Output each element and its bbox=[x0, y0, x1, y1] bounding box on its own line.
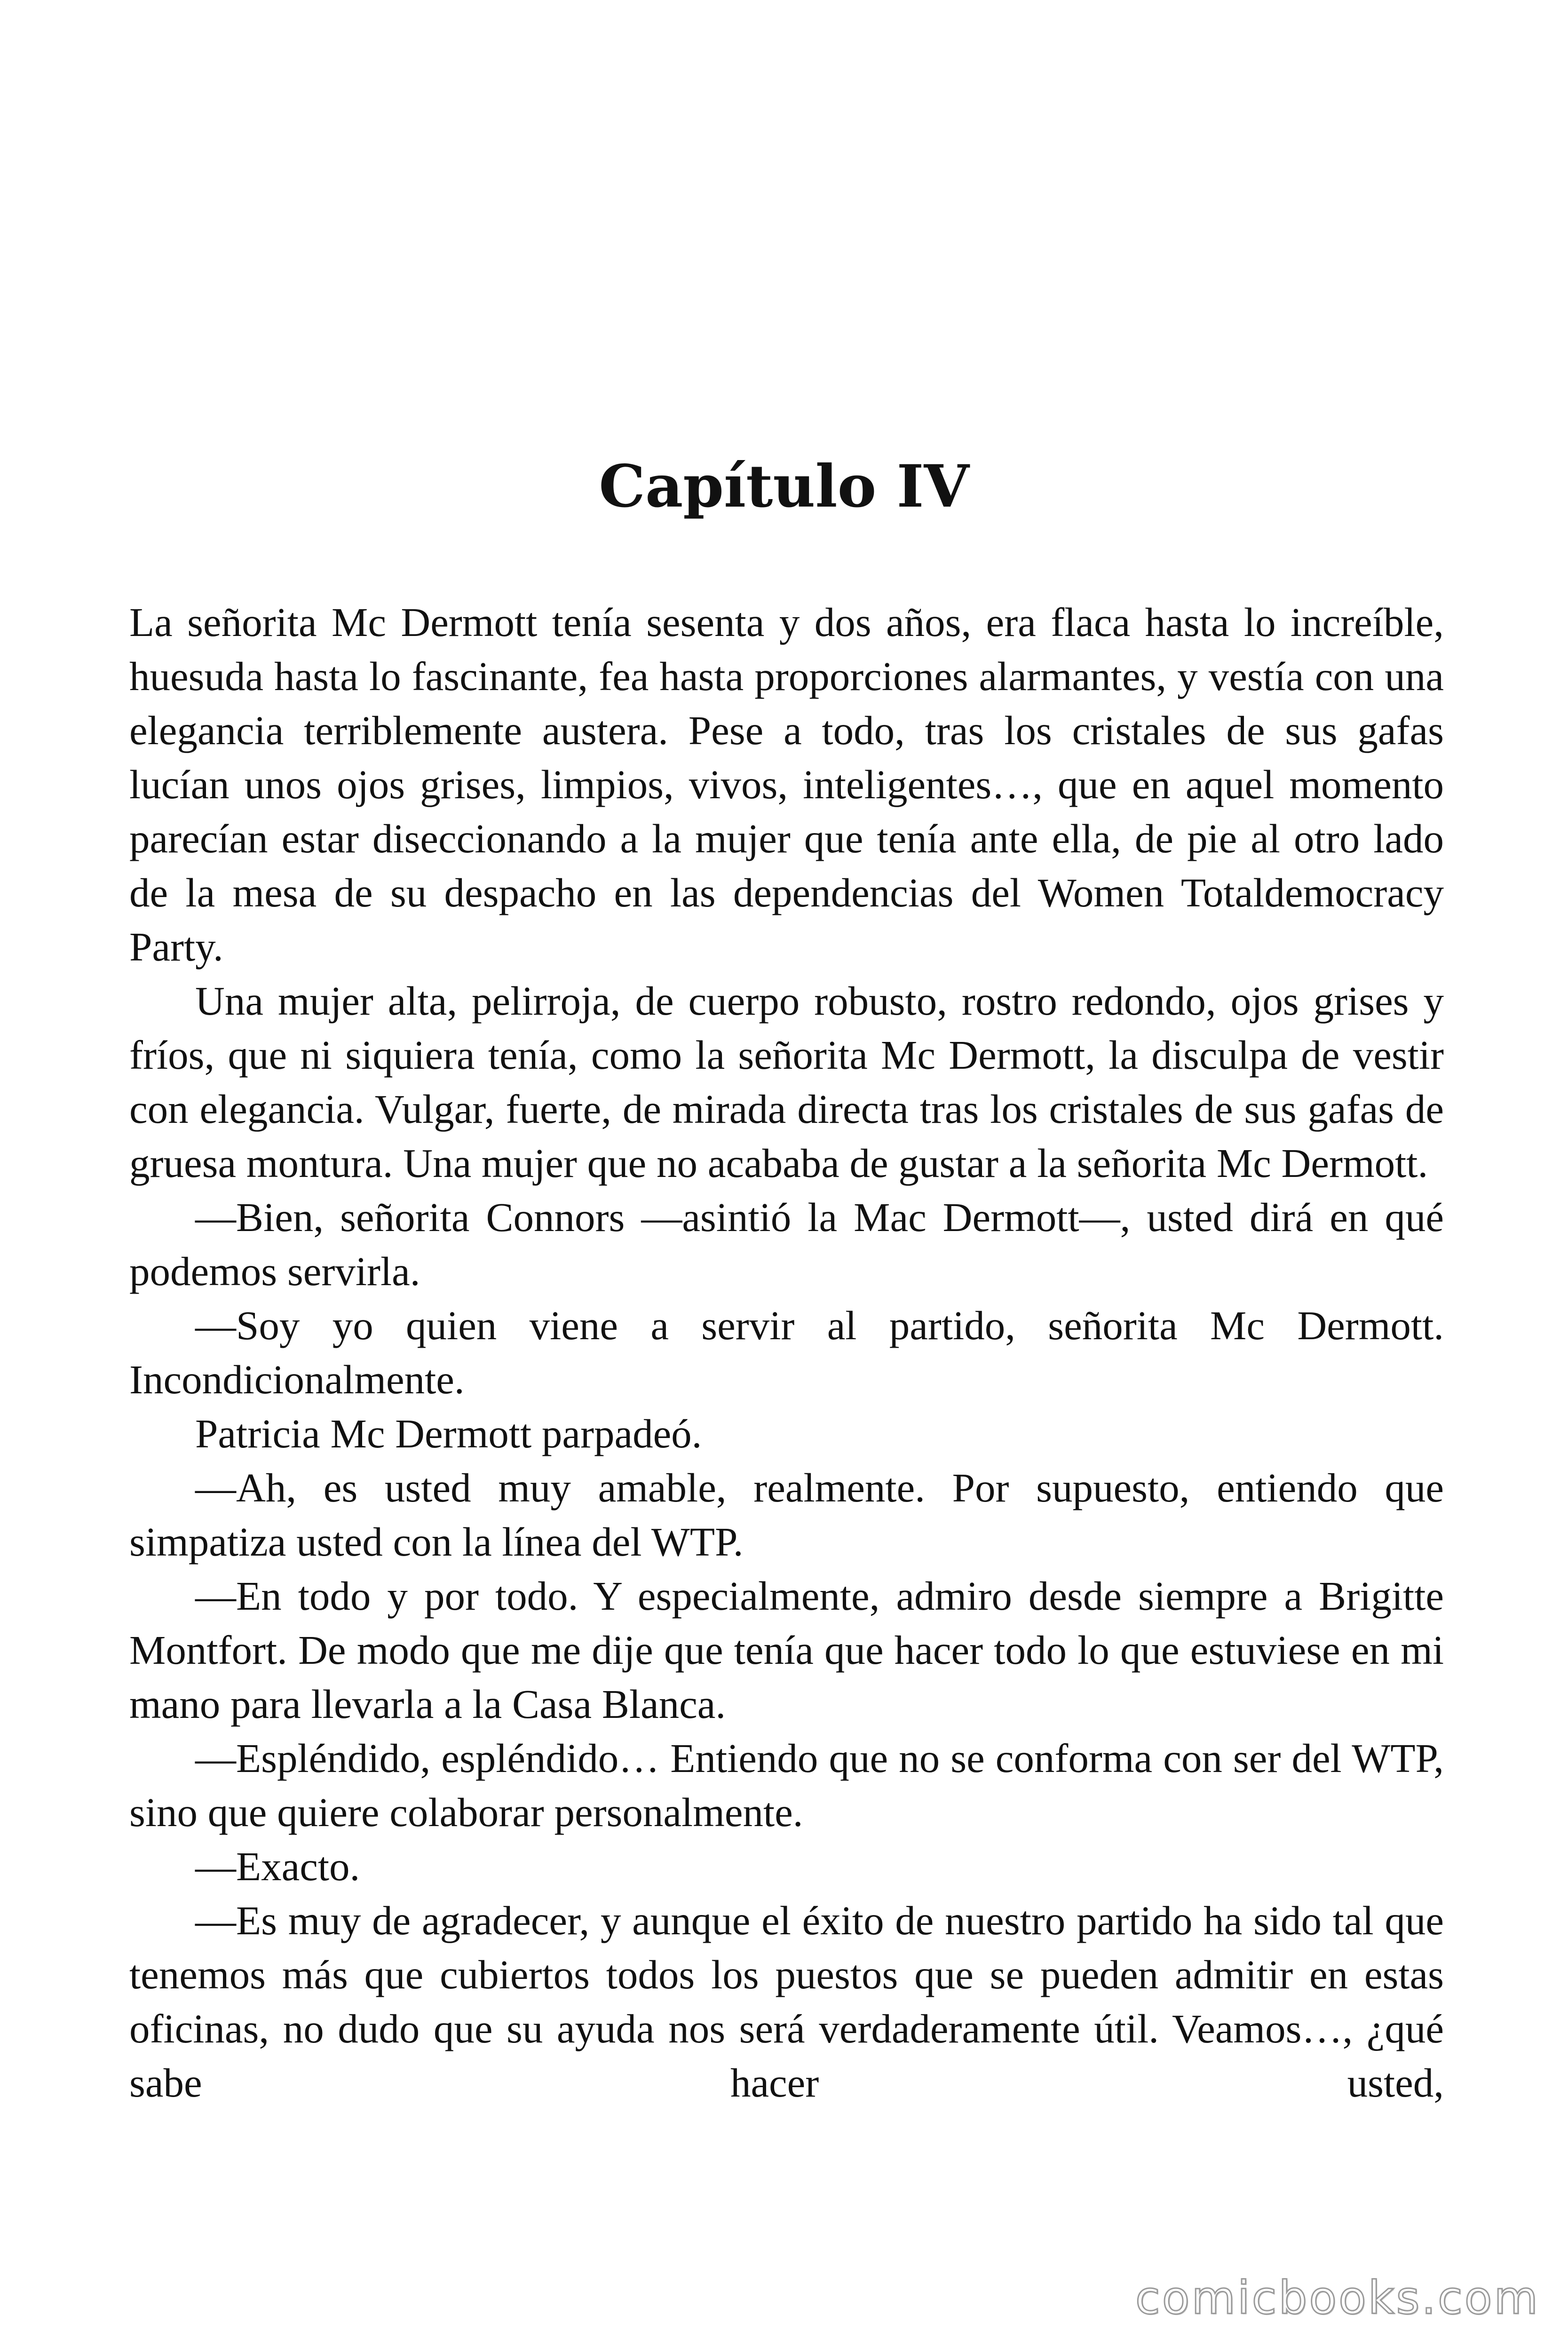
paragraph-3: —Bien, señorita Connors —asintió la Mac Dermott—, usted dirá en qué podemos servirla. bbox=[129, 1194, 1444, 1294]
chapter-title: Capítulo IV bbox=[599, 453, 969, 521]
paragraph-4: —Soy yo quien viene a servir al partido, señorita Mc Dermott. Incondicionalmente. bbox=[129, 1303, 1444, 1402]
paragraph-8: —Espléndido, espléndido… Entiendo que no se conforma con ser del WTP, sino que quiere colaborar personalmente. bbox=[129, 1735, 1444, 1835]
paragraph-7: —En todo y por todo. Y especialmente, admiro desde siempre a Brigitte Montfort. De modo que me dije que tenía que hacer todo lo que estuviese en mi mano para llevarla a la Casa Blanca. bbox=[129, 1573, 1444, 1727]
paragraph-2: Una mujer alta, pelirroja, de cuerpo robusto, rostro redondo, ojos grises y fríos, que ni siquiera tenía, como la señorita Mc Dermott, la disculpa de vestir con elegancia. Vulgar, fuerte, de mirada directa tras los cristales de sus gafas de gruesa montura. Una mujer que no acababa de gustar a la señorita Mc Dermott. bbox=[129, 978, 1444, 1186]
paragraph-1: La señorita Mc Dermott tenía sesenta y dos años, era flaca hasta lo increíble, huesuda hasta lo fascinante, fea hasta proporciones alarmantes, y vestía con una elegancia terriblemente austera. Pese a todo, tras los cristales de sus gafas lucían unos ojos grises, limpios, vivos, inteligentes…, que en aquel momento parecían estar diseccionando a la mujer que tenía ante ella, de pie al otro lado de la mesa de su despacho en las dependencias del Women Totaldemocracy Party. bbox=[129, 599, 1444, 969]
chapter-body bbox=[129, 595, 1444, 2110]
paragraph-9: —Exacto. bbox=[195, 1843, 360, 1889]
watermark-logo: comicbooks.com bbox=[1135, 2272, 1540, 2324]
paragraph-5: Patricia Mc Dermott parpadeó. bbox=[195, 1411, 702, 1456]
paragraph-6: —Ah, es usted muy amable, realmente. Por supuesto, entiendo que simpatiza usted con la línea del WTP. bbox=[129, 1465, 1444, 1565]
paragraph-10: —Es muy de agradecer, y aunque el éxito de nuestro partido ha sido tal que tenemos más que cubiertos todos los puestos que se pueden admitir en estas oficinas, no dudo que su ayuda nos será verdaderamente útil. Veamos…, ¿qué sabe hacer usted, bbox=[129, 1898, 1444, 2106]
